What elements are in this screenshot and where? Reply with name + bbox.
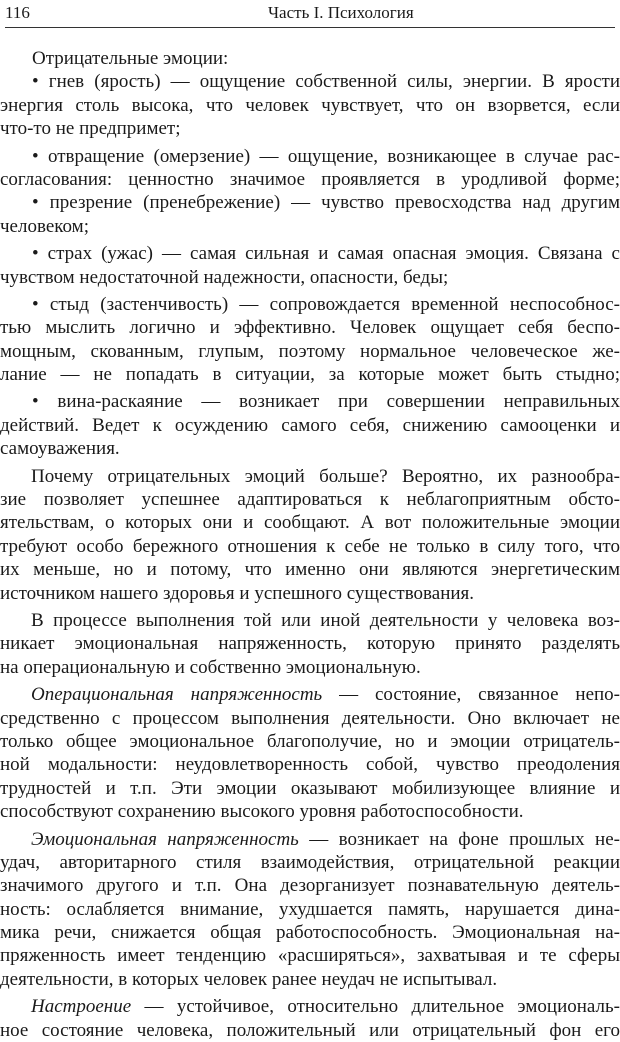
text-line: требуют особо бережного отношения к себе не только в силу того, что: [0, 535, 620, 557]
italic-term: Эмоциональная напряженность: [31, 828, 299, 850]
text-line: способствуют сохранению высокого уровня работоспособности.: [0, 801, 524, 823]
text-line: согласования: ценностно значимое проявляется в уродливой форме;: [0, 168, 620, 190]
text-line: человеком;: [0, 215, 89, 237]
text-line: на операциональную и собственно эмоциональную.: [0, 656, 421, 678]
text-line: самоуважения.: [0, 438, 120, 460]
text-line: В процессе выполнения той или иной деятельности у человека воз-: [31, 609, 620, 631]
text-run: — устойчивое, относительно длительное эмоциональ-: [131, 996, 620, 1018]
text-line: что-то не предпримет;: [0, 118, 181, 140]
text-line: трудностей и т.п. Эти эмоции оказывают мобилизующее влияние и: [0, 777, 620, 799]
text-line: только общее эмоциональное благополучие, но и эмоции отрицатель-: [0, 730, 620, 752]
text-line: Отрицательные эмоции:: [32, 48, 229, 69]
text-line: лание — не попадать в ситуации, за которые может быть стыдно;: [0, 364, 620, 386]
text-line: их меньше, но и потому, что именно они являются энергетическим: [0, 559, 620, 581]
text-run: — состояние, связанное непо-: [322, 684, 620, 706]
text-line: чувством недостаточной надежности, опасности, беды;: [0, 266, 449, 288]
text-line: энергия столь высока, что человек чувствует, что он взорвется, если: [0, 94, 620, 116]
italic-term: Операциональная напряженность: [31, 684, 323, 706]
text-line: ной модальности: неудовлетворенность собой, чувство преодоления: [0, 754, 620, 776]
text-line: • отвращение (омерзение) — ощущение, возникающее в случае рас-: [32, 145, 620, 167]
text-line: • страх (ужас) — самая сильная и самая опасная эмоция. Связана с: [32, 243, 620, 265]
text-line: никает эмоциональная напряженность, которую принято разделять: [0, 633, 620, 655]
text-line: мика речи, снижается общая работоспособность. Эмоциональная на-: [0, 922, 620, 944]
text-line: • презрение (пренебрежение) — чувство превосходства над другим: [32, 192, 620, 214]
running-title: Часть I. Психология: [268, 3, 414, 22]
italic-term: Настроение: [31, 996, 132, 1018]
text-line: • вина-раскаяние — возникает при совершении неправильных: [32, 391, 620, 413]
text-line: [0, 828, 620, 851]
text-line: • гнев (ярость) — ощущение собственной силы, энергии. В ярости: [32, 71, 620, 93]
page-header: [0, 0, 620, 30]
text-line: мощным, скованным, глупым, поэтому нормальное человеческое же-: [0, 340, 620, 362]
text-line: [0, 995, 620, 1018]
text-line: деятельности, в которых человек ранее неудач не испытывал.: [0, 968, 498, 990]
text-line: удач, авторитарного стиля взаимодействия, отрицательной реакции: [0, 851, 620, 873]
text-line: зие позволяет успешнее адаптироваться к неблагоприятным обсто-: [0, 489, 620, 511]
text-line: [0, 683, 620, 706]
text-run: — возникает на фоне прошлых не-: [298, 828, 620, 850]
text-line: ное состояние человека, положительный или отрицательный фон его: [0, 1019, 620, 1041]
text-line: ятельствам, о которых они и сообщают. А вот положительные эмоции: [0, 512, 620, 534]
text-line: Почему отрицательных эмоций больше? Вероятно, их разнообра-: [31, 465, 620, 487]
text-line: действий. Ведет к осуждению самого себя, снижению самооценки и: [0, 414, 620, 436]
page-body: [0, 47, 620, 1042]
text-line: средственно с процессом выполнения деятельности. Оно включает не: [0, 707, 620, 729]
text-line: источником нашего здоровья и успешного существования.: [0, 582, 475, 604]
text-line: ность: ослабляется внимание, ухудшается память, нарушается дина-: [0, 898, 620, 920]
text-line: пряженность имеет тенденцию «расширяться», захватывая и те сферы: [0, 945, 620, 967]
text-line: • стыд (застенчивость) — сопровождается временной неспособнос-: [32, 293, 620, 315]
header-rule: [5, 27, 615, 28]
text-line: тью мыслить логично и эффективно. Человек ощущает себя беспо-: [0, 317, 620, 339]
text-line: значимого другого и т.п. Она дезорганизует познавательную деятель-: [0, 875, 620, 897]
page-number: 116: [5, 3, 30, 22]
